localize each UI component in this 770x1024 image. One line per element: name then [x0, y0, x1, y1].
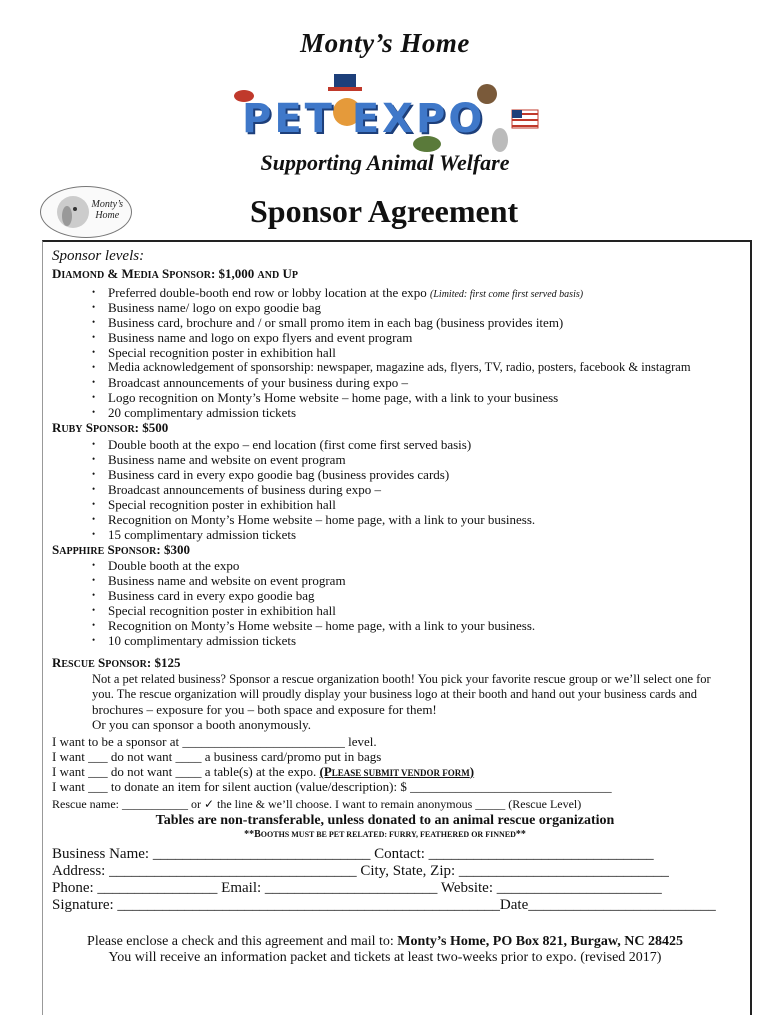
bullet-icon: • — [92, 529, 96, 539]
booths-note: **BOOTHS MUST BE PET RELATED: FURRY, FEATHERED OR FINNED** — [244, 829, 526, 840]
bullet-icon: • — [92, 499, 96, 509]
tables-note: Tables are non-transferable, unless donated to an animal rescue organization — [155, 813, 615, 828]
rescue-line: Not a pet related business? Sponsor a rescue organization booth! You pick your favorite rescue group or we’ll select one for — [92, 672, 711, 686]
phone-email-field[interactable]: Phone: ________________ Email: _______________________ Website: ______________________ — [52, 880, 662, 896]
bullet-icon: • — [92, 454, 96, 464]
list-item: Business card in every expo goodie bag (business provides cards) — [108, 467, 450, 482]
bullet-icon: • — [92, 362, 96, 372]
mailing-instructions: Please enclose a check and this agreement and mail to: Monty’s Home, PO Box 821, Burgaw, NC 28425 — [87, 934, 683, 949]
list-item: Double booth at the expo — [108, 558, 240, 573]
list-item: Special recognition poster in exhibition hall — [108, 345, 336, 360]
business-card-field[interactable]: I want ___ do not want ____ a business card/promo put in bags — [52, 749, 382, 764]
list-item: Broadcast announcements of your business during expo – — [108, 375, 409, 390]
bullet-icon: • — [92, 560, 96, 570]
bullet-icon: • — [92, 514, 96, 524]
list-item: Logo recognition on Monty’s Home website – home page, with a link to your business — [108, 390, 559, 405]
list-item: Business card in every expo goodie bag — [108, 588, 315, 603]
pet-expo-logo — [232, 74, 542, 158]
list-item: Preferred double-booth end row or lobby location at the expo (Limited: first come first served basis) — [108, 285, 584, 300]
bullet-icon: • — [92, 347, 96, 357]
bullet-icon: • — [92, 332, 96, 342]
bullet-icon: • — [92, 620, 96, 630]
rescue-line: Or you can sponsor a booth anonymously. — [92, 717, 312, 732]
address-field[interactable]: Address: _________________________________ City, State, Zip: ____________________________ — [52, 863, 669, 879]
bullet-icon: • — [92, 287, 96, 297]
bullet-icon: • — [92, 439, 96, 449]
list-item: Business name and website on event program — [108, 452, 346, 467]
list-item: 10 complimentary admission tickets — [108, 633, 297, 648]
diamond-heading: DIAMOND & MEDIA SPONSOR: $1,000 AND UP — [52, 266, 298, 281]
list-item: Recognition on Monty’s Home website – home page, with a link to your business. — [108, 512, 536, 527]
list-item: 15 complimentary admission tickets — [108, 527, 297, 542]
bullet-icon: • — [92, 484, 96, 494]
list-item: Business name/ logo on expo goodie bag — [108, 300, 322, 315]
tagline: Supporting Animal Welfare — [260, 150, 510, 175]
list-item: Special recognition poster in exhibition hall — [108, 603, 336, 618]
bullet-icon: • — [92, 317, 96, 327]
rescue-heading: RESCUE SPONSOR: $125 — [52, 655, 181, 670]
seal-text — [92, 199, 123, 221]
list-item: Double booth at the expo – end location (first come first served basis) — [108, 437, 472, 452]
ruby-heading: RUBY SPONSOR: $500 — [52, 420, 169, 435]
table-field[interactable]: I want ___ do not want ____ a table(s) at the expo. (PLEASE SUBMIT VENDOR FORM) — [52, 764, 475, 779]
bullet-icon: • — [92, 635, 96, 645]
list-item: Business card, brochure and / or small promo item in each bag (business provides item) — [108, 315, 564, 330]
bullet-icon: • — [92, 605, 96, 615]
auction-donation-field[interactable]: I want ___ to donate an item for silent auction (value/description): $ _______________________________ — [52, 779, 612, 794]
bullet-icon: • — [92, 575, 96, 585]
bullet-icon: • — [92, 392, 96, 402]
rescue-name-field[interactable]: Rescue name: ___________ or ✓ the line & we’ll choose. I want to remain anonymous _____ (Rescue Level) — [52, 797, 582, 811]
brand-title: Monty’s Home — [300, 28, 470, 58]
list-item: Business name and logo on expo flyers and event program — [108, 330, 413, 345]
list-item: Media acknowledgement of sponsorship: newspaper, magazine ads, flyers, TV, radio, posters, facebook & instagram — [108, 360, 691, 374]
bullet-icon: • — [92, 469, 96, 479]
document-title: Sponsor Agreement — [250, 193, 519, 229]
bullet-icon: • — [92, 590, 96, 600]
info-packet-note: You will receive an information packet and tickets at least two-weeks prior to expo. (revised 2017) — [108, 950, 662, 965]
rescue-line: you. The rescue organization will proudly display your business logo at their booth and hand out your business cards and — [92, 687, 697, 701]
list-item: Business name and website on event program — [108, 573, 346, 588]
rescue-line: brochures – exposure for you – both space and exposure for them! — [92, 702, 437, 717]
bullet-icon: • — [92, 377, 96, 387]
dog-portrait-icon — [53, 192, 93, 232]
montys-home-seal — [40, 186, 132, 238]
list-item: Recognition on Monty’s Home website – home page, with a link to your business. — [108, 618, 536, 633]
list-item: 20 complimentary admission tickets — [108, 405, 297, 420]
seal-line1: Monty’s — [91, 199, 123, 210]
business-name-field[interactable]: Business Name: _____________________________ Contact: ______________________________ — [52, 846, 654, 862]
vendor-form-link[interactable]: (PLEASE SUBMIT VENDOR FORM) — [319, 764, 475, 779]
bullet-icon: • — [92, 302, 96, 312]
sponsor-level-field[interactable]: I want to be a sponsor at _________________________ level. — [52, 734, 377, 749]
list-item: Broadcast announcements of business during expo – — [108, 482, 381, 497]
pet-expo-logo-text: PET EXPO — [242, 96, 486, 142]
signature-field[interactable]: Signature: ___________________________________________________Date_________________________ — [52, 897, 716, 913]
list-item: Special recognition poster in exhibition hall — [108, 497, 336, 512]
bullet-icon: • — [92, 407, 96, 417]
seal-line2: Home — [95, 210, 120, 221]
sponsor-levels-intro: Sponsor levels: — [52, 248, 145, 264]
sapphire-heading: SAPPHIRE SPONSOR: $300 — [52, 542, 190, 557]
